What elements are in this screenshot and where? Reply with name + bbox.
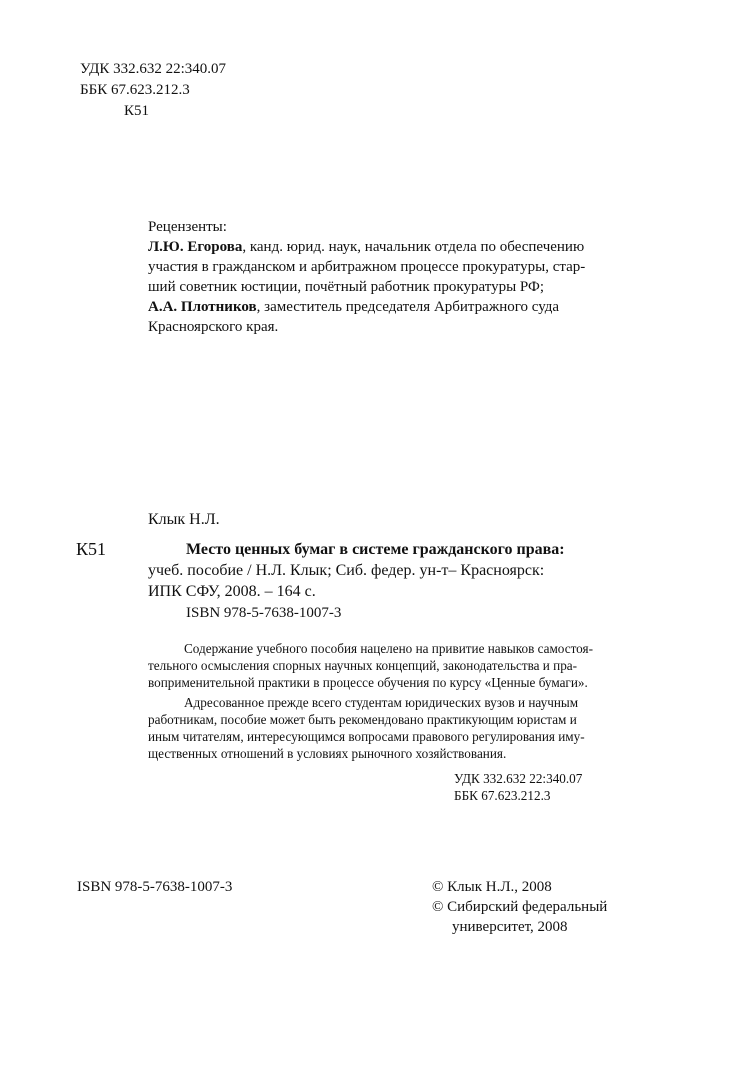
- reviewers-title: Рецензенты:: [148, 219, 227, 235]
- bbk-code: ББК 67.623.212.3: [80, 82, 190, 98]
- abstract-p1-line2: тельного осмысления спорных научных концепций, законодательства и пра-: [148, 658, 578, 673]
- catalog-code: К51: [76, 539, 107, 559]
- abstract-p2-line1: Адресованное прежде всего студентам юридических вузов и научным: [184, 695, 579, 710]
- reviewer-2: [148, 298, 559, 317]
- copyright-author: © Клык Н.Л., 2008: [432, 879, 552, 895]
- catalog-line3: ИПК СФУ, 2008. – 164 с.: [148, 583, 316, 600]
- reviewer-2-text: , заместитель председателя Арбитражного суда: [256, 299, 560, 315]
- copyright-university: © Сибирский федеральный: [432, 899, 608, 915]
- abstract-p2-line2: работникам, пособие может быть рекомендовано практикующим юристам и: [148, 712, 577, 727]
- reviewer-2-name: А.А. Плотников: [148, 299, 257, 315]
- catalog-line2: учеб. пособие / Н.Л. Клык; Сиб. федер. ун-т– Красноярск:: [148, 562, 545, 579]
- bottom-isbn: ISBN 978-5-7638-1007-3: [77, 879, 233, 895]
- reviewer-1-line2: участия в гражданском и арбитражном процессе прокуратуры, стар-: [148, 259, 586, 275]
- udk-code: УДК 332.632 22:340.07: [80, 61, 227, 77]
- catalog-isbn: ISBN 978-5-7638-1007-3: [186, 605, 342, 621]
- reviewer-1-line3: ший советник юстиции, почётный работник прокуратуры РФ;: [148, 279, 545, 295]
- abstract-p1-line1: Содержание учебного пособия нацелено на привитие навыков самостоя-: [184, 641, 593, 656]
- reviewer-1: [148, 238, 584, 257]
- reviewer-1-name: Л.Ю. Егорова: [148, 239, 243, 255]
- abstract-p2-line3: иным читателям, интересующимся вопросами правового регулирования иму-: [148, 729, 585, 744]
- footer-udk-code: УДК 332.632 22:340.07: [454, 771, 583, 786]
- abstract-p2-line4: щественных отношений в условиях рыночного хозяйствования.: [148, 746, 507, 761]
- catalog-author: Клык Н.Л.: [148, 511, 220, 528]
- catalog-title: Место ценных бумаг в системе гражданского права:: [186, 541, 565, 558]
- reviewer-2-line2: Красноярского края.: [148, 319, 279, 335]
- abstract-p1-line3: воприменительной практики в процессе обучения по курсу «Ценные бумаги».: [148, 675, 588, 690]
- reviewer-1-text: , канд. юрид. наук, начальник отдела по обеспечению: [242, 239, 585, 255]
- author-mark: К51: [124, 103, 150, 119]
- copyright-university-line2: университет, 2008: [452, 919, 568, 935]
- footer-bbk-code: ББК 67.623.212.3: [454, 788, 551, 803]
